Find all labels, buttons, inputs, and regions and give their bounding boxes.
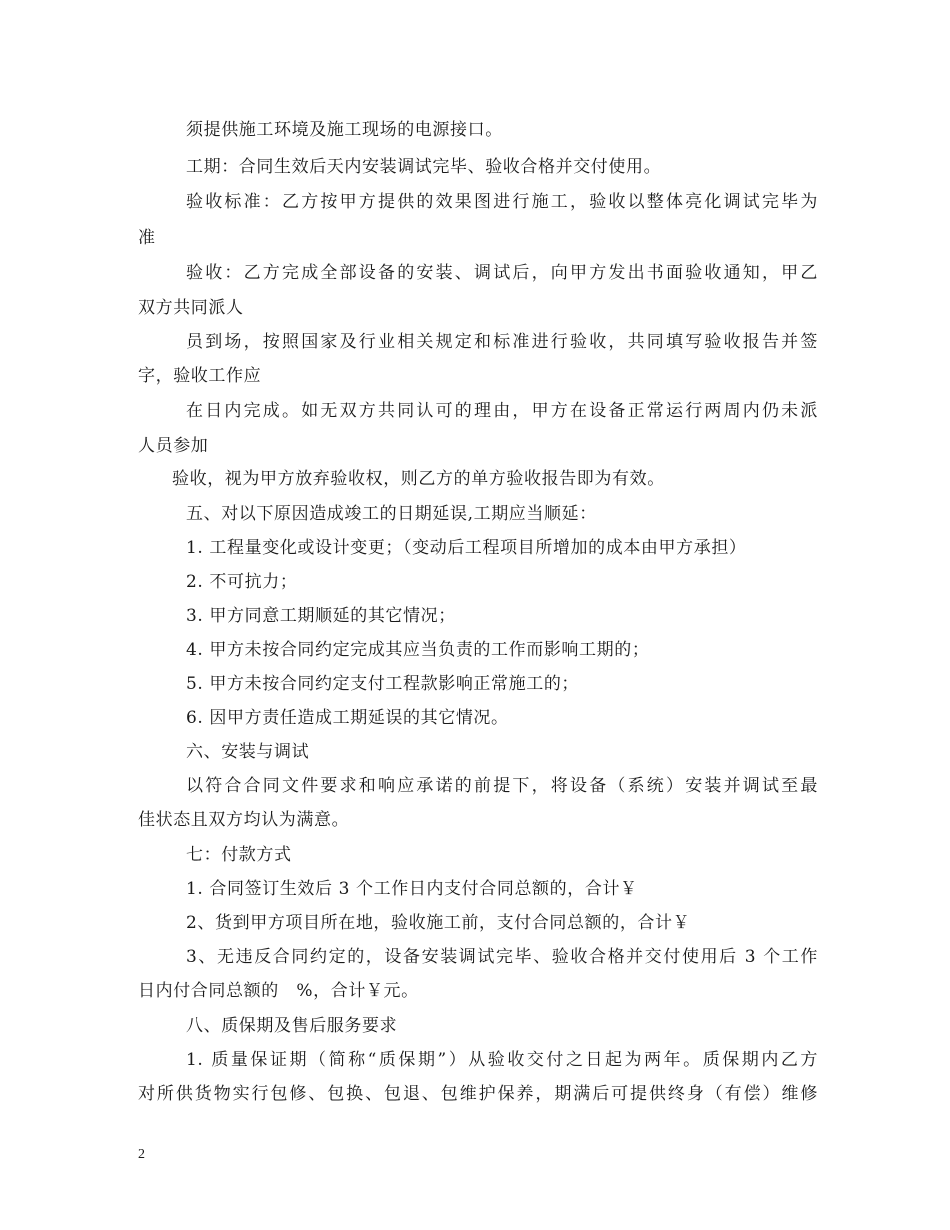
text-line-26: 日内付合同总额的 %，合计￥元。 [138, 981, 419, 1001]
heading-section-6: 六、安装与调试 [186, 742, 310, 762]
text-line-1: 须提供施工环境及施工现场的电源接口。 [186, 120, 503, 140]
text-line-3: 验收标准：乙方按甲方提供的效果图进行施工，验收以整体亮化调试完毕为 [186, 192, 818, 212]
heading-section-8: 八、质保期及售后服务要求 [186, 1016, 398, 1036]
text-line-8: 字，验收工作应 [138, 366, 262, 386]
list-item-5-6: 6. 因甲方责任造成工期延误的其它情况。 [186, 708, 509, 728]
text-line-11: 验收，视为甲方放弃验收权，则乙方的单方验收报告即为有效。 [172, 469, 665, 489]
text-line-7: 员到场，按照国家及行业相关规定和标准进行验收，共同填写验收报告并签 [186, 332, 818, 352]
text-line-2: 工期：合同生效后天内安装调试完毕、验收合格并交付使用。 [186, 157, 662, 177]
text-line-29: 对所供货物实行包修、包换、包退、包维护保养，期满后可提供终身（有偿）维修 [138, 1084, 818, 1104]
text-line-20: 以符合合同文件要求和响应承诺的前提下，将设备（系统）安装并调试至最 [186, 776, 818, 796]
list-item-5-3: 3. 甲方同意工期顺延的其它情况； [186, 606, 456, 626]
list-item-5-2: 2. 不可抗力； [186, 572, 298, 592]
list-item-5-1: 1. 工程量变化或设计变更；（变动后工程项目所增加的成本由甲方承担） [186, 538, 747, 558]
page-number: 2 [138, 1147, 145, 1162]
list-item-7-2: 2、货到甲方项目所在地，验收施工前，支付合同总额的，合计￥ [186, 913, 691, 933]
list-item-7-3: 3、无违反合同约定的，设备安装调试完毕、验收合格并交付使用后 3 个工作 [186, 947, 818, 967]
heading-section-5: 五、对以下原因造成竣工的日期延误,工期应当顺延： [186, 504, 597, 524]
list-item-5-4: 4. 甲方未按合同约定完成其应当负责的工作而影响工期的； [186, 640, 650, 660]
text-line-10: 人员参加 [138, 436, 209, 456]
list-item-5-5: 5. 甲方未按合同约定支付工程款影响正常施工的； [186, 674, 580, 694]
text-line-5: 验收：乙方完成全部设备的安装、调试后，向甲方发出书面验收通知，甲乙 [186, 263, 818, 283]
list-item-8-1: 1. 质量保证期（简称“质保期”）从验收交付之日起为两年。质保期内乙方 [186, 1050, 818, 1070]
text-line-4: 准 [138, 228, 156, 248]
heading-section-7: 七：付款方式 [186, 845, 292, 865]
text-line-9: 在日内完成。如无双方共同认可的理由，甲方在设备正常运行两周内仍未派 [186, 401, 818, 421]
list-item-7-1: 1. 合同签订生效后 3 个工作日内支付合同总额的，合计￥ [186, 879, 638, 899]
text-line-6: 双方共同派人 [138, 298, 244, 318]
text-line-21: 佳状态且双方均认为满意。 [138, 810, 350, 830]
